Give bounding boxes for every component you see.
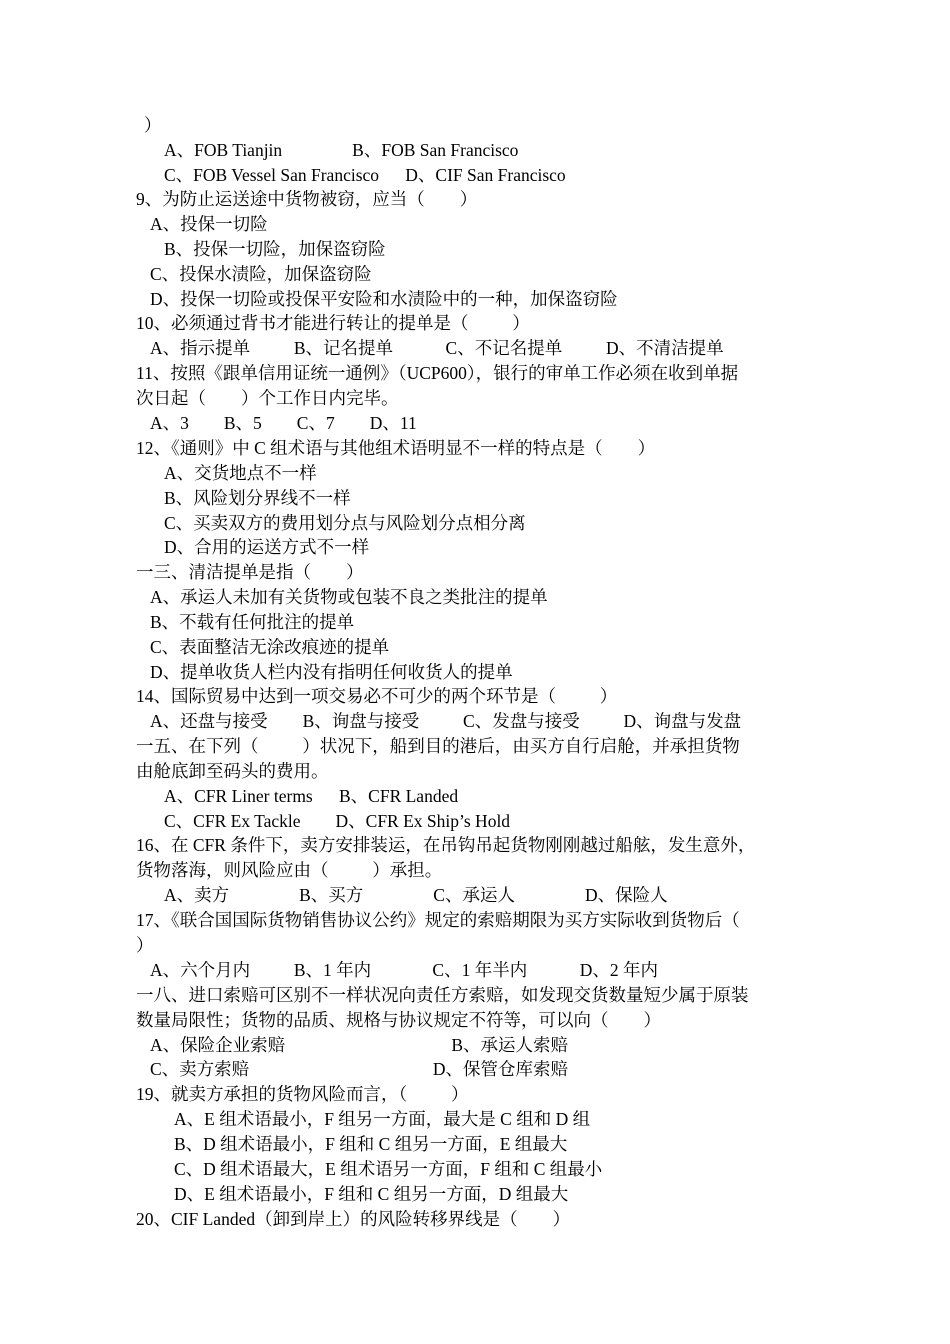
question-16-options: A、卖方 B、买方 C、承运人 D、保险人 xyxy=(164,885,668,905)
question-18-stem-line2: 数量局限性；货物的品质、规格与协议规定不符等，可以向（ ） xyxy=(136,1010,661,1030)
question-19-option-c: C、D 组术语最大，E 组术语另一方面，F 组和 C 组最小 xyxy=(174,1159,603,1179)
question-18-stem-line1: 一八、进口索赔可区别不一样状况向责任方索赔，如发现交货数量短少属于原装 xyxy=(136,985,749,1005)
question-15-stem-line1: 一五、在下列（ ）状况下，船到目的港后，由买方自行启舱，并承担货物 xyxy=(136,736,740,756)
question-19-stem: 19、就卖方承担的货物风险而言，（ ） xyxy=(136,1084,469,1104)
question-19-option-b: B、D 组术语最小，F 组和 C 组另一方面，E 组最大 xyxy=(174,1134,568,1154)
question-11-stem-line1: 11、按照《跟单信用证统一通例》（UCP600），银行的审单工作必须在收到单据 xyxy=(136,363,739,383)
question-10-stem: 10、必须通过背书才能进行转让的提单是（ ） xyxy=(136,313,530,333)
question-17-closing-paren: ） xyxy=(136,935,154,955)
question-18-options-a-b: A、保险企业索赔 B、承运人索赔 xyxy=(150,1035,569,1055)
question-16-stem-line2: 货物落海，则风险应由（ ）承担。 xyxy=(136,860,443,880)
question-8-options-a-b: A、FOB Tianjin B、FOB San Francisco xyxy=(164,140,519,160)
question-18-options-c-d: C、卖方索赔 D、保管仓库索赔 xyxy=(150,1059,569,1079)
question-9-option-a: A、投保一切险 xyxy=(150,214,268,234)
question-11-stem-line2: 次日起（ ）个工作日内完毕。 xyxy=(136,388,399,408)
question-13-option-c: C、表面整洁无涂改痕迹的提单 xyxy=(150,637,390,657)
question-13-option-a: A、承运人未加有关货物或包装不良之类批注的提单 xyxy=(150,587,548,607)
question-12-option-d: D、合用的运送方式不一样 xyxy=(164,537,370,557)
question-12-option-a: A、交货地点不一样 xyxy=(164,463,317,483)
question-9-option-c: C、投保水渍险，加保盗窃险 xyxy=(150,264,372,284)
question-12-stem: 12、《通则》中 C 组术语与其他组术语明显不一样的特点是（ ） xyxy=(136,438,656,458)
question-16-stem-line1: 16、在 CFR 条件下，卖方安排装运，在吊钩吊起货物刚刚越过船舷，发生意外， xyxy=(136,835,756,855)
question-14-stem: 14、国际贸易中达到一项交易必不可少的两个环节是（ ） xyxy=(136,686,618,706)
question-9-option-d: D、投保一切险或投保平安险和水渍险中的一种，加保盗窃险 xyxy=(150,289,618,309)
question-14-options: A、还盘与接受 B、询盘与接受 C、发盘与接受 D、询盘与发盘 xyxy=(150,711,742,731)
question-11-options: A、3 B、5 C、7 D、11 xyxy=(150,413,417,433)
question-9-stem: 9、为防止运送途中货物被窃，应当（ ） xyxy=(136,189,478,209)
question-12-option-c: C、买卖双方的费用划分点与风险划分点相分离 xyxy=(164,513,526,533)
question-17-stem: 17、《联合国国际货物销售协议公约》规定的索赔期限为买方实际收到货物后（ xyxy=(136,910,740,930)
question-17-options: A、六个月内 B、1 年内 C、1 年半内 D、2 年内 xyxy=(150,960,658,980)
question-13-stem: 一三、清洁提单是指（ ） xyxy=(136,562,364,582)
question-20-stem: 20、CIF Landed（卸到岸上）的风险转移界线是（ ） xyxy=(136,1209,571,1229)
question-15-stem-line2: 由舱底卸至码头的费用。 xyxy=(136,761,329,781)
question-8-options-c-d: C、FOB Vessel San Francisco D、CIF San Francisco xyxy=(164,165,566,185)
question-13-option-b: B、不载有任何批注的提单 xyxy=(150,612,355,632)
question-9-option-b: B、投保一切险，加保盗窃险 xyxy=(164,239,386,259)
question-13-option-d: D、提单收货人栏内没有指明任何收货人的提单 xyxy=(150,662,513,682)
question-19-option-d: D、E 组术语最小，F 组和 C 组另一方面，D 组最大 xyxy=(174,1184,569,1204)
question-19-option-a: A、E 组术语最小，F 组另一方面，最大是 C 组和 D 组 xyxy=(174,1109,591,1129)
question-8-closing-paren: ） xyxy=(144,115,162,135)
question-12-option-b: B、风险划分界线不一样 xyxy=(164,488,351,508)
question-15-options-a-b: A、CFR Liner terms B、CFR Landed xyxy=(164,786,459,806)
question-15-options-c-d: C、CFR Ex Tackle D、CFR Ex Ship’s Hold xyxy=(164,811,511,831)
question-10-options: A、指示提单 B、记名提单 C、不记名提单 D、不清洁提单 xyxy=(150,338,724,358)
